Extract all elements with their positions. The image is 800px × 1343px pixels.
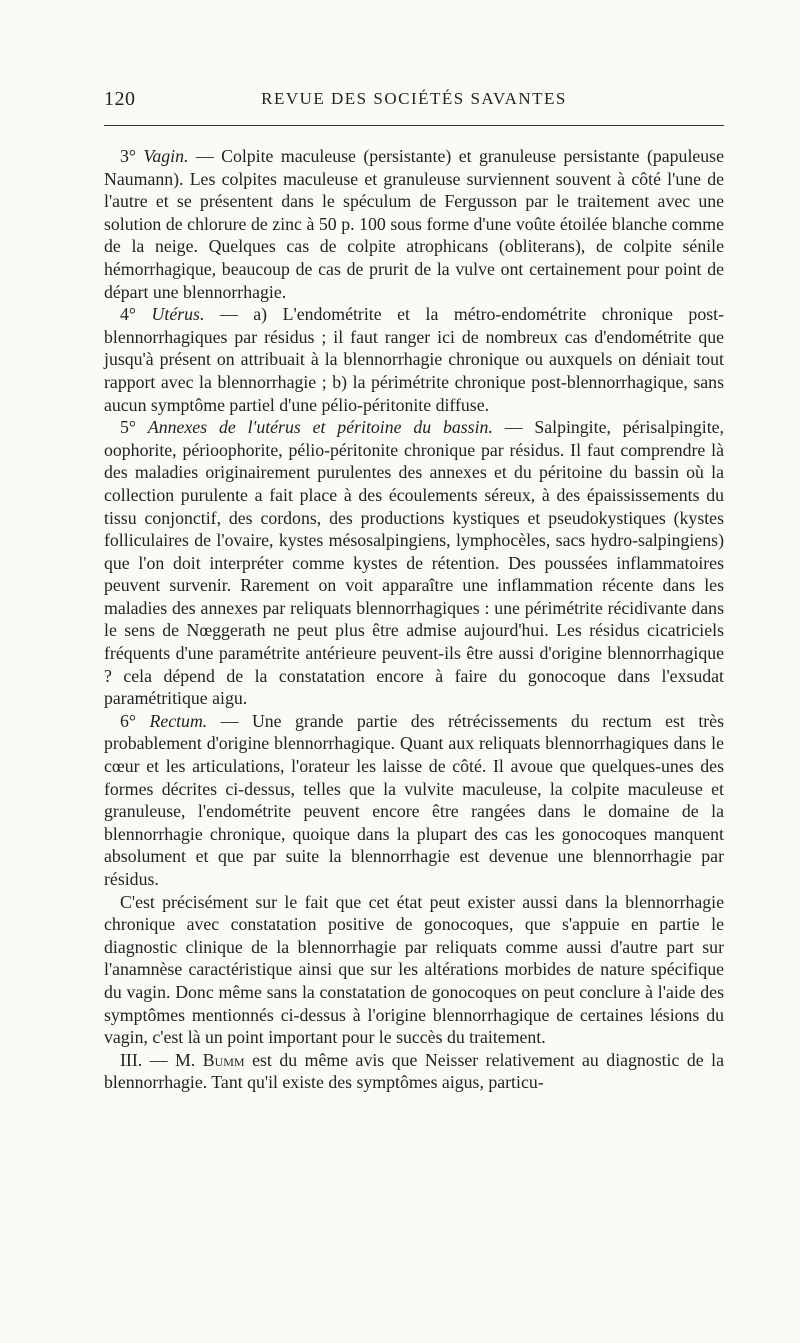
body-text bbox=[104, 145, 724, 1094]
header-rule bbox=[104, 125, 724, 126]
paragraph-diagnostic: C'est précisément sur le fait que cet état peut exister aussi dans la blennorrhagie chronique avec constatation positive de gonocoques, que s'appuie en partie le diagnostic clinique de la blennorrhagie par reliquats comme aussi d'autre part sur l'anamnèse caractéristique ainsi que sur les altérations morbides de nature spécifique du vagin. Donc même sans la constatation de gonocoques on peut conclure à l'aide des symptômes mentionnés ci-dessus à l'origine blennorrhagique de certaines lésions du vagin, c'est là un point important pour le succès du traitement. bbox=[104, 891, 724, 1048]
page-number: 120 bbox=[104, 88, 136, 110]
paragraph-annexes: 5° Annexes de l'utérus et péritoine du bassin. — Salpingite, périsalpingite, oophorite, périoophorite, pélio-péritonite chronique par résidus. Il faut comprendre là des maladies originairement purulentes des annexes et du péritoine du bassin où la collection purulente a fait place à des écoulements séreux, à des épaississements du tissu conjonctif, des cordons, des productions kystiques et pseudokystiques (kystes folliculaires de l'ovaire, kystes mésosalpingiens, lymphocèles, sacs hydro-salpingiens) que l'on doit interpréter comme kystes de rétention. Des poussées inflammatoires peuvent survenir. Rarement on voit apparaître une inflammation récente dans les maladies des annexes par reliquats blennorrhagiques : une périmétrite récidivante dans le sens de Nœggerath ne peut plus être admise aujourd'hui. Les résidus cicatriciels fréquents d'une paramétrite antérieure peuvent-ils être aussi d'origine blennorrhagique ? cela dépend de la constatation encore à faire du gonocoque dans l'exsudat paramétritique aigu. bbox=[104, 417, 724, 709]
paragraph-bumm: III. — M. Bumm est du même avis que Neisser relativement au diagnostic de la blennorrhagie. Tant qu'il existe des symptômes aigus, particu- bbox=[104, 1049, 724, 1093]
paragraph-uterus: 4° Utérus. — a) L'endométrite et la métro-endométrite chronique post-blennorrhagiques par résidus ; il faut ranger ici de nombreux cas d'endométrite que jusqu'à présent on attribuait à la blennorrhagie chronique ou auxquels on déniait tout rapport avec la blennorrhagie ; b) la périmétrite chronique post-blennorrhagique, sans aucun symptôme partiel d'une pélio-péritonite diffuse. bbox=[104, 304, 724, 415]
running-title: REVUE DES SOCIÉTÉS SAVANTES bbox=[261, 89, 567, 108]
paragraph-vagin: 3° Vagin. — Colpite maculeuse (persistante) et granuleuse persistante (papuleuse Naumann). Les colpites maculeuse et granuleuse surviennent souvent à côté l'une de l'autre et se présentent dans le spéculum de Fergusson par le traitement avec une solution de chlorure de zinc à 50 p. 100 sous forme d'une voûte étoilée blanche comme de la neige. Quelques cas de colpite atrophicans (obliterans), de colpite sénile hémorrhagique, beaucoup de cas de prurit de la vulve ont certainement pour point de départ une blennorrhagie. bbox=[104, 146, 724, 302]
paragraph-rectum: 6° Rectum. — Une grande partie des rétrécissements du rectum est très probablement d'origine blennorrhagique. Quant aux reliquats blennorrhagiques dans le cœur et les articulations, l'orateur les laisse de côté. Il avoue que quelques-unes des formes décrites ci-dessus, telles que la vulvite maculeuse, la colpite maculeuse et granuleuse, l'endométrite peuvent encore être rangées dans le domaine de la blennorrhagie chronique, quoique dans la plupart des cas les gonocoques manquent absolument et que par suite la blennorrhagie est devenue une blennorrhagie par résidus. bbox=[104, 710, 724, 889]
